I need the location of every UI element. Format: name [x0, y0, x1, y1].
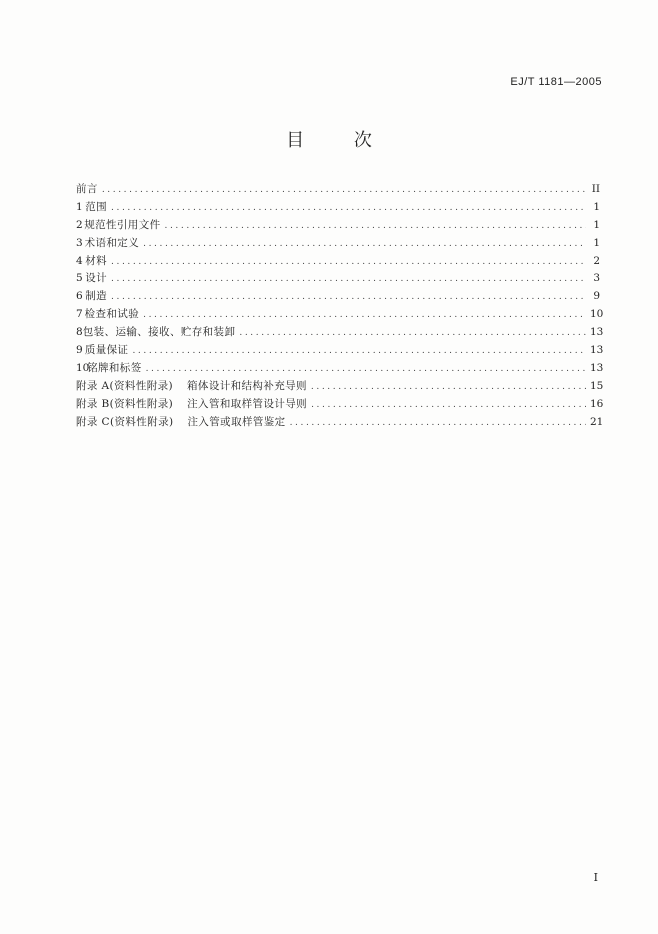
- toc-dot-leader: [111, 271, 586, 289]
- toc-entry-page: 1: [593, 218, 600, 231]
- toc-entry-page: 13: [590, 361, 604, 374]
- toc-entry-label: 质量保证: [84, 344, 129, 357]
- toc-entry-page: 15: [590, 379, 604, 392]
- toc-entry-number: 5: [76, 272, 83, 285]
- toc-entry-number: 10: [76, 361, 90, 374]
- toc-dot-leader: [132, 343, 586, 361]
- toc-dot-leader: [143, 307, 586, 325]
- page-number: I: [593, 871, 598, 884]
- toc-entry-label: 术语和定义: [84, 236, 140, 249]
- toc-dot-leader: [111, 254, 586, 272]
- toc-entry-materials[interactable]: [76, 253, 600, 271]
- toc-entry-page: 16: [590, 397, 604, 410]
- standard-code: EJ/T 1181—2005: [510, 76, 602, 88]
- toc-entry-label: 附录 A(资料性附录): [76, 379, 174, 392]
- toc-entry-label: 前言: [76, 183, 98, 195]
- toc-entry-annex-a[interactable]: [76, 378, 604, 396]
- toc-entry-quality-assurance[interactable]: [76, 342, 604, 360]
- toc-dot-leader: [165, 218, 586, 236]
- toc-entry-normative-references[interactable]: [76, 217, 600, 235]
- toc-entry-label: 制造: [85, 290, 108, 303]
- toc-entry-label: 包装、运输、接收、贮存和装卸: [82, 326, 236, 339]
- toc-entry-label: 材料: [85, 254, 108, 267]
- toc-entry-label: 铭牌和标签: [87, 361, 142, 374]
- toc-entry-number: 4: [76, 254, 83, 267]
- toc-entry-subtitle: 注入管或取样管鉴定: [187, 415, 286, 428]
- toc-entry-scope[interactable]: [76, 199, 600, 217]
- toc-entry-terms-definitions[interactable]: [76, 235, 600, 253]
- toc-title: 目 次: [286, 130, 394, 151]
- toc-entry-page: 3: [593, 272, 600, 285]
- toc-dot-leader: [102, 182, 586, 200]
- toc-entry-number: 2: [76, 218, 83, 231]
- toc-entry-page: 13: [590, 344, 604, 357]
- toc-entry-inspection-testing[interactable]: [76, 306, 604, 324]
- toc-dot-leader: [111, 289, 586, 307]
- toc-entry-number: 8: [76, 326, 83, 339]
- toc-entry-page: 1: [593, 236, 600, 249]
- table-of-contents: [76, 181, 604, 431]
- toc-dot-leader: [311, 379, 586, 397]
- toc-dot-leader: [311, 397, 586, 415]
- toc-dot-leader: [111, 200, 586, 218]
- toc-entry-label: 附录 B(资料性附录): [76, 397, 174, 410]
- toc-entry-nameplates-labels[interactable]: [76, 360, 604, 378]
- toc-entry-number: 1: [76, 200, 83, 213]
- toc-entry-label: 检查和试验: [84, 308, 140, 321]
- toc-dot-leader: [143, 236, 586, 254]
- toc-entry-number: 3: [76, 236, 83, 249]
- toc-entry-design[interactable]: [76, 270, 600, 288]
- toc-entry-page: 13: [590, 326, 604, 339]
- toc-entry-foreword[interactable]: [76, 181, 600, 199]
- toc-entry-page: 9: [593, 290, 600, 303]
- toc-entry-page: 10: [590, 308, 604, 321]
- toc-entry-packaging-transport[interactable]: [76, 324, 604, 342]
- toc-entry-page: 1: [593, 200, 600, 213]
- toc-entry-page: II: [591, 183, 600, 195]
- toc-dot-leader: [239, 325, 586, 343]
- toc-entry-number: 6: [76, 290, 83, 303]
- toc-entry-label: 规范性引用文件: [84, 218, 161, 231]
- toc-entry-manufacturing[interactable]: [76, 288, 600, 306]
- toc-entry-label: 附录 C(资料性附录): [76, 415, 174, 428]
- toc-entry-subtitle: 注入管和取样管设计导则: [187, 397, 308, 410]
- toc-entry-subtitle: 箱体设计和结构补充导则: [187, 379, 307, 392]
- toc-entry-page: 2: [593, 254, 600, 267]
- toc-entry-label: 范围: [85, 200, 108, 213]
- toc-entry-number: 7: [76, 308, 83, 321]
- toc-entry-label: 设计: [85, 272, 108, 285]
- toc-entry-page: 21: [590, 415, 604, 428]
- toc-dot-leader: [290, 415, 586, 433]
- toc-entry-annex-b[interactable]: [76, 396, 604, 414]
- toc-dot-leader: [146, 361, 586, 379]
- toc-entry-number: 9: [76, 344, 83, 357]
- toc-entry-annex-c[interactable]: [76, 414, 604, 432]
